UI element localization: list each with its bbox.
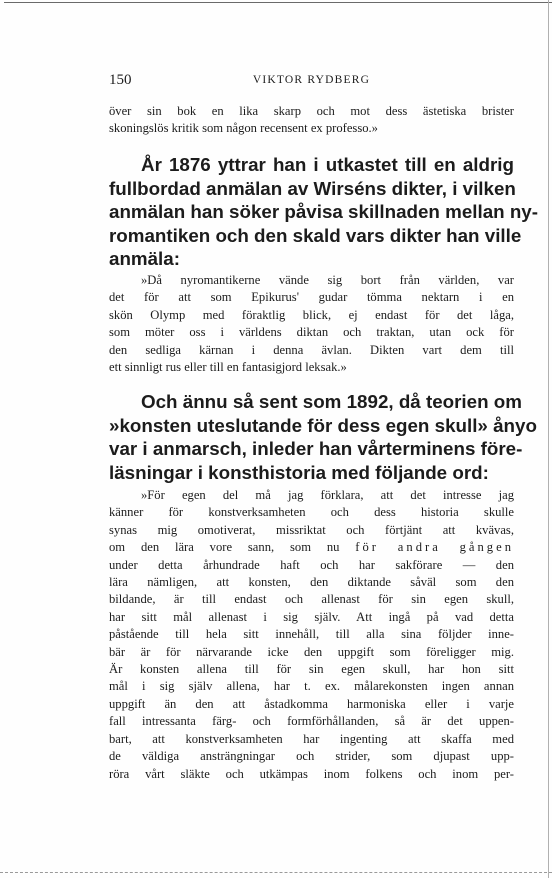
text-line: romantiken och den skald vars dikter han ville	[109, 224, 522, 246]
text-line: var i anmarsch, inleder han vårterminens före-	[109, 438, 523, 460]
paragraph-1	[109, 103, 514, 138]
text-line: under detta århundrade haft och har sakförare — den	[109, 557, 514, 572]
spaced-emphasis: för andra gången	[355, 540, 514, 555]
text-line: Och ännu så sent som 1892, då teorien om	[141, 391, 522, 412]
text-line: röra vårt släkte och utkämpas inom folkens och inom per-	[109, 766, 514, 781]
text-line: lära nämligen, att konsten, den diktande såväl som den	[109, 575, 514, 590]
right-edge-rule	[548, 0, 549, 878]
text-line: det för att som Epikurus' gudar tömma nektarn i en	[109, 290, 514, 305]
page-header	[109, 72, 514, 92]
text-line: bär är för närvarande icke den uppgift som föreligger mig.	[109, 644, 514, 659]
text-line: anmäla:	[109, 248, 180, 270]
paragraph-2	[109, 153, 539, 271]
text-line: »konsten uteslutande för dess egen skull» ånyo	[109, 414, 537, 436]
text-line: fall intressanta färg- och formförhållanden, så är det uppen-	[109, 714, 514, 729]
text-fragment: om den lära vore sann, som nu	[109, 540, 356, 555]
text-line: skoningslös kritik som någon recensent ex professo.»	[109, 121, 378, 136]
bottom-edge-rule	[0, 872, 552, 873]
text-line: mål i sig själv allena, har t. ex. målarekonsten ingen annan	[109, 679, 514, 694]
text-line: synas mig omotiverat, missriktat och förtjänt att kvävas,	[109, 522, 514, 537]
text-line: skön Olymp med föraktlig blick, ej endast för det låga,	[109, 307, 514, 322]
top-edge-rule	[4, 2, 552, 3]
paragraph-4	[109, 390, 537, 484]
text-line: uppgift än den att åstadkomma harmoniska eller i varje	[109, 696, 514, 711]
text-line: Är konsten allena till för sin egen skull, har hon sitt	[109, 662, 514, 677]
paragraph-3-quote	[109, 272, 514, 376]
text-line: »För egen del må jag förklara, att det intresse jag	[141, 488, 514, 502]
text-line: har sitt mål allenast i sig själv. Att ingå på vad detta	[109, 609, 514, 624]
text-line: bildande, är till endast och allenast för sin egen skull,	[109, 592, 514, 607]
running-head: VIKTOR RYDBERG	[252, 74, 371, 86]
text-line: anmälan han söker påvisa skillnaden mellan ny-	[109, 201, 539, 223]
text-line: den sedliga kärnan i denna ävlan. Dikten vart dem till	[109, 342, 514, 357]
text-line: som möter oss i världens diktan och traktan, utan ock för	[109, 325, 514, 340]
text-line: År 1876 yttrar han i utkastet till en aldrig	[141, 154, 514, 175]
text-line: läsningar i konsthistoria med följande ord:	[109, 461, 489, 483]
text-line: över sin bok en lika skarp och mot dess ästetiska brister	[109, 104, 514, 118]
paragraph-5-quote	[109, 487, 514, 783]
text-line: bart, att konstverksamheten har ingenting att skaffa med	[109, 731, 514, 746]
text-line: »Då nyromantikerne vände sig bort från världen, var	[141, 273, 514, 287]
text-line: de väldiga ansträngningar och strider, som djupast upp-	[109, 749, 514, 764]
page-number: 150	[109, 72, 132, 88]
text-line: påstående till hela sitt innehåll, till alla sina följder inne-	[109, 627, 514, 642]
text-line: känner för konstverksamheten och dess historia skulle	[109, 505, 514, 520]
text-line: ett sinnligt rus eller till en fantasigjord leksak.»	[109, 360, 347, 375]
text-line-with-spaced-emphasis	[109, 539, 514, 556]
text-line: fullbordad anmälan av Wirséns dikter, i vilken	[109, 177, 516, 199]
